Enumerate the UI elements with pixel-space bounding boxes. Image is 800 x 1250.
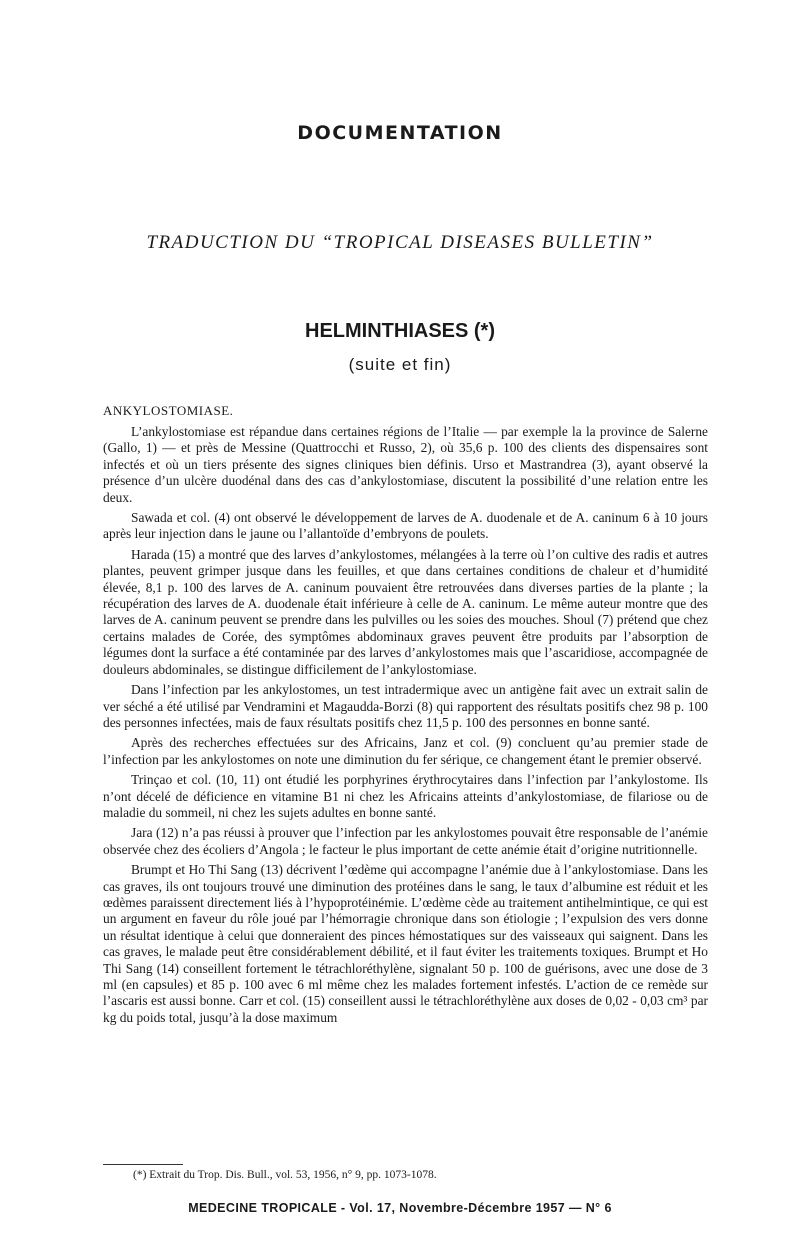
paragraph: Après des recherches effectuées sur des Africains, Janz et col. (9) concluent qu’au premier stade de l’infection par les ankylostomes on note une diminution du fer sérique, ce changement étant le premier observé.	[103, 735, 708, 767]
paragraph: Sawada et col. (4) ont observé le développement de larves de A. duodenale et de A. caninum 6 à 10 jours après leur injection dans le jaune ou l’allantoïde d’embryons de poulets.	[103, 510, 708, 542]
footnote: (*) Extrait du Trop. Dis. Bull., vol. 53, 1956, n° 9, pp. 1073-1078.	[133, 1169, 437, 1181]
footnote-divider	[103, 1164, 183, 1165]
document-title: DOCUMENTATION	[297, 122, 503, 144]
paragraph: Jara (12) n’a pas réussi à prouver que l’infection par les ankylostomes pouvait être responsable de l’anémie observée chez des écoliers d’Angola ; le facteur le plus important de cette anémie était d’origine nutritionnelle.	[103, 825, 708, 857]
article-body	[103, 424, 708, 1030]
paragraph: L’ankylostomiase est répandue dans certaines régions de l’Italie — par exemple la la province de Salerne (Gallo, 1) — et près de Messine (Quattrocchi et Russo, 2), où 35,6 p. 100 des clients des dispensaires sont infectés et où un tiers présente des signes cliniques bien définis. Urso et Mastrandrea (3), ayant observé la présence d’un ulcère duodénal dans des cas d’ankylostomiase, discutent la possibilité d’une relation entre les deux.	[103, 424, 708, 505]
paragraph: Brumpt et Ho Thi Sang (13) décrivent l’œdème qui accompagne l’anémie due à l’ankylostomiase. Dans les cas graves, ils ont toujours trouvé une diminution des protéines dans le sang, le taux d’albumine est réduit et les œdèmes paraissent directement liés à l’hypoprotéinémie. L’œdème cède au traitement antihelmintique, ce qui est un argument en faveur du rôle joué par l’hémorragie chronique dans son étiologie ; l’expulsion des vers donne un résultat identique à celui que donneraient des pinces hémostatiques sur des vaisseaux qui saignent. Dans les cas graves, le malade peut être considérablement débilité, et il faut éviter les traitements toxiques. Brumpt et Ho Thi Sang (14) conseillent fortement le tétrachloréthylène, signalant 50 p. 100 de guérisons, avec une dose de 3 ml (en capsules) et 85 p. 100 avec 6 ml même chez les malades fortement infestés. L’action de ce remède sur l’ascaris est aussi bonne. Carr et col. (15) conseillent aussi le tétrachloréthylène aux doses de 0,02 - 0,03 cm³ par kg du poids total, jusqu’à la dose maximum	[103, 862, 708, 1025]
section-subtitle: (suite et fin)	[348, 355, 452, 374]
paragraph: Harada (15) a montré que des larves d’ankylostomes, mélangées à la terre où l’on cultive des radis et autres plantes, peuvent grimper jusque dans les feuilles, et que dans certaines conditions de chaleur et d’humidité élevée, 8,1 p. 100 des larves de A. caninum pouvaient être retrouvées dans diverses parties de la plante ; la récupération des larves de A. duodenale était inférieure à celle de A. caninum. Le même auteur montre que des larves de A. caninum peuvent se prendre dans les pulvilles ou les soies des mouches. Shoul (7) prétend que chez certains malades de Corée, des symptômes abdominaux graves peuvent être produits par l’absorption de légumes dont la surface a été contaminée par des larves d’ankylostomes mais que l’ascaridiose, accompagnée de douleurs abdominales, se distingue difficilement de l’ankylostomiase.	[103, 546, 708, 677]
section-title: HELMINTHIASES (*)	[305, 320, 495, 342]
topic-heading: ANKYLOSTOMIASE.	[103, 403, 234, 418]
paragraph: Dans l’infection par les ankylostomes, un test intradermique avec un antigène fait avec un extrait salin de ver séché a été utilisé par Vendramini et Magaudda-Borzi (8) qui rapportent des résultats positifs chez 98 p. 100 des personnes infectées, mais de faux résultats positifs chez 11,5 p. 100 des personnes en bonne santé.	[103, 682, 708, 730]
translation-subtitle: TRADUCTION DU “TROPICAL DISEASES BULLETIN”	[146, 232, 654, 253]
journal-footer: MEDECINE TROPICALE - Vol. 17, Novembre-Décembre 1957 — N° 6	[188, 1201, 612, 1215]
paragraph: Trinçao et col. (10, 11) ont étudié les porphyrines érythrocytaires dans l’infection par l’ankylostome. Ils n’ont décelé de déficience en vitamine B1 ni chez les Africains atteints d’ankylostomiase, de filariose ou de maladie du sommeil, ni chez les sujets adultes en bonne santé.	[103, 772, 708, 820]
